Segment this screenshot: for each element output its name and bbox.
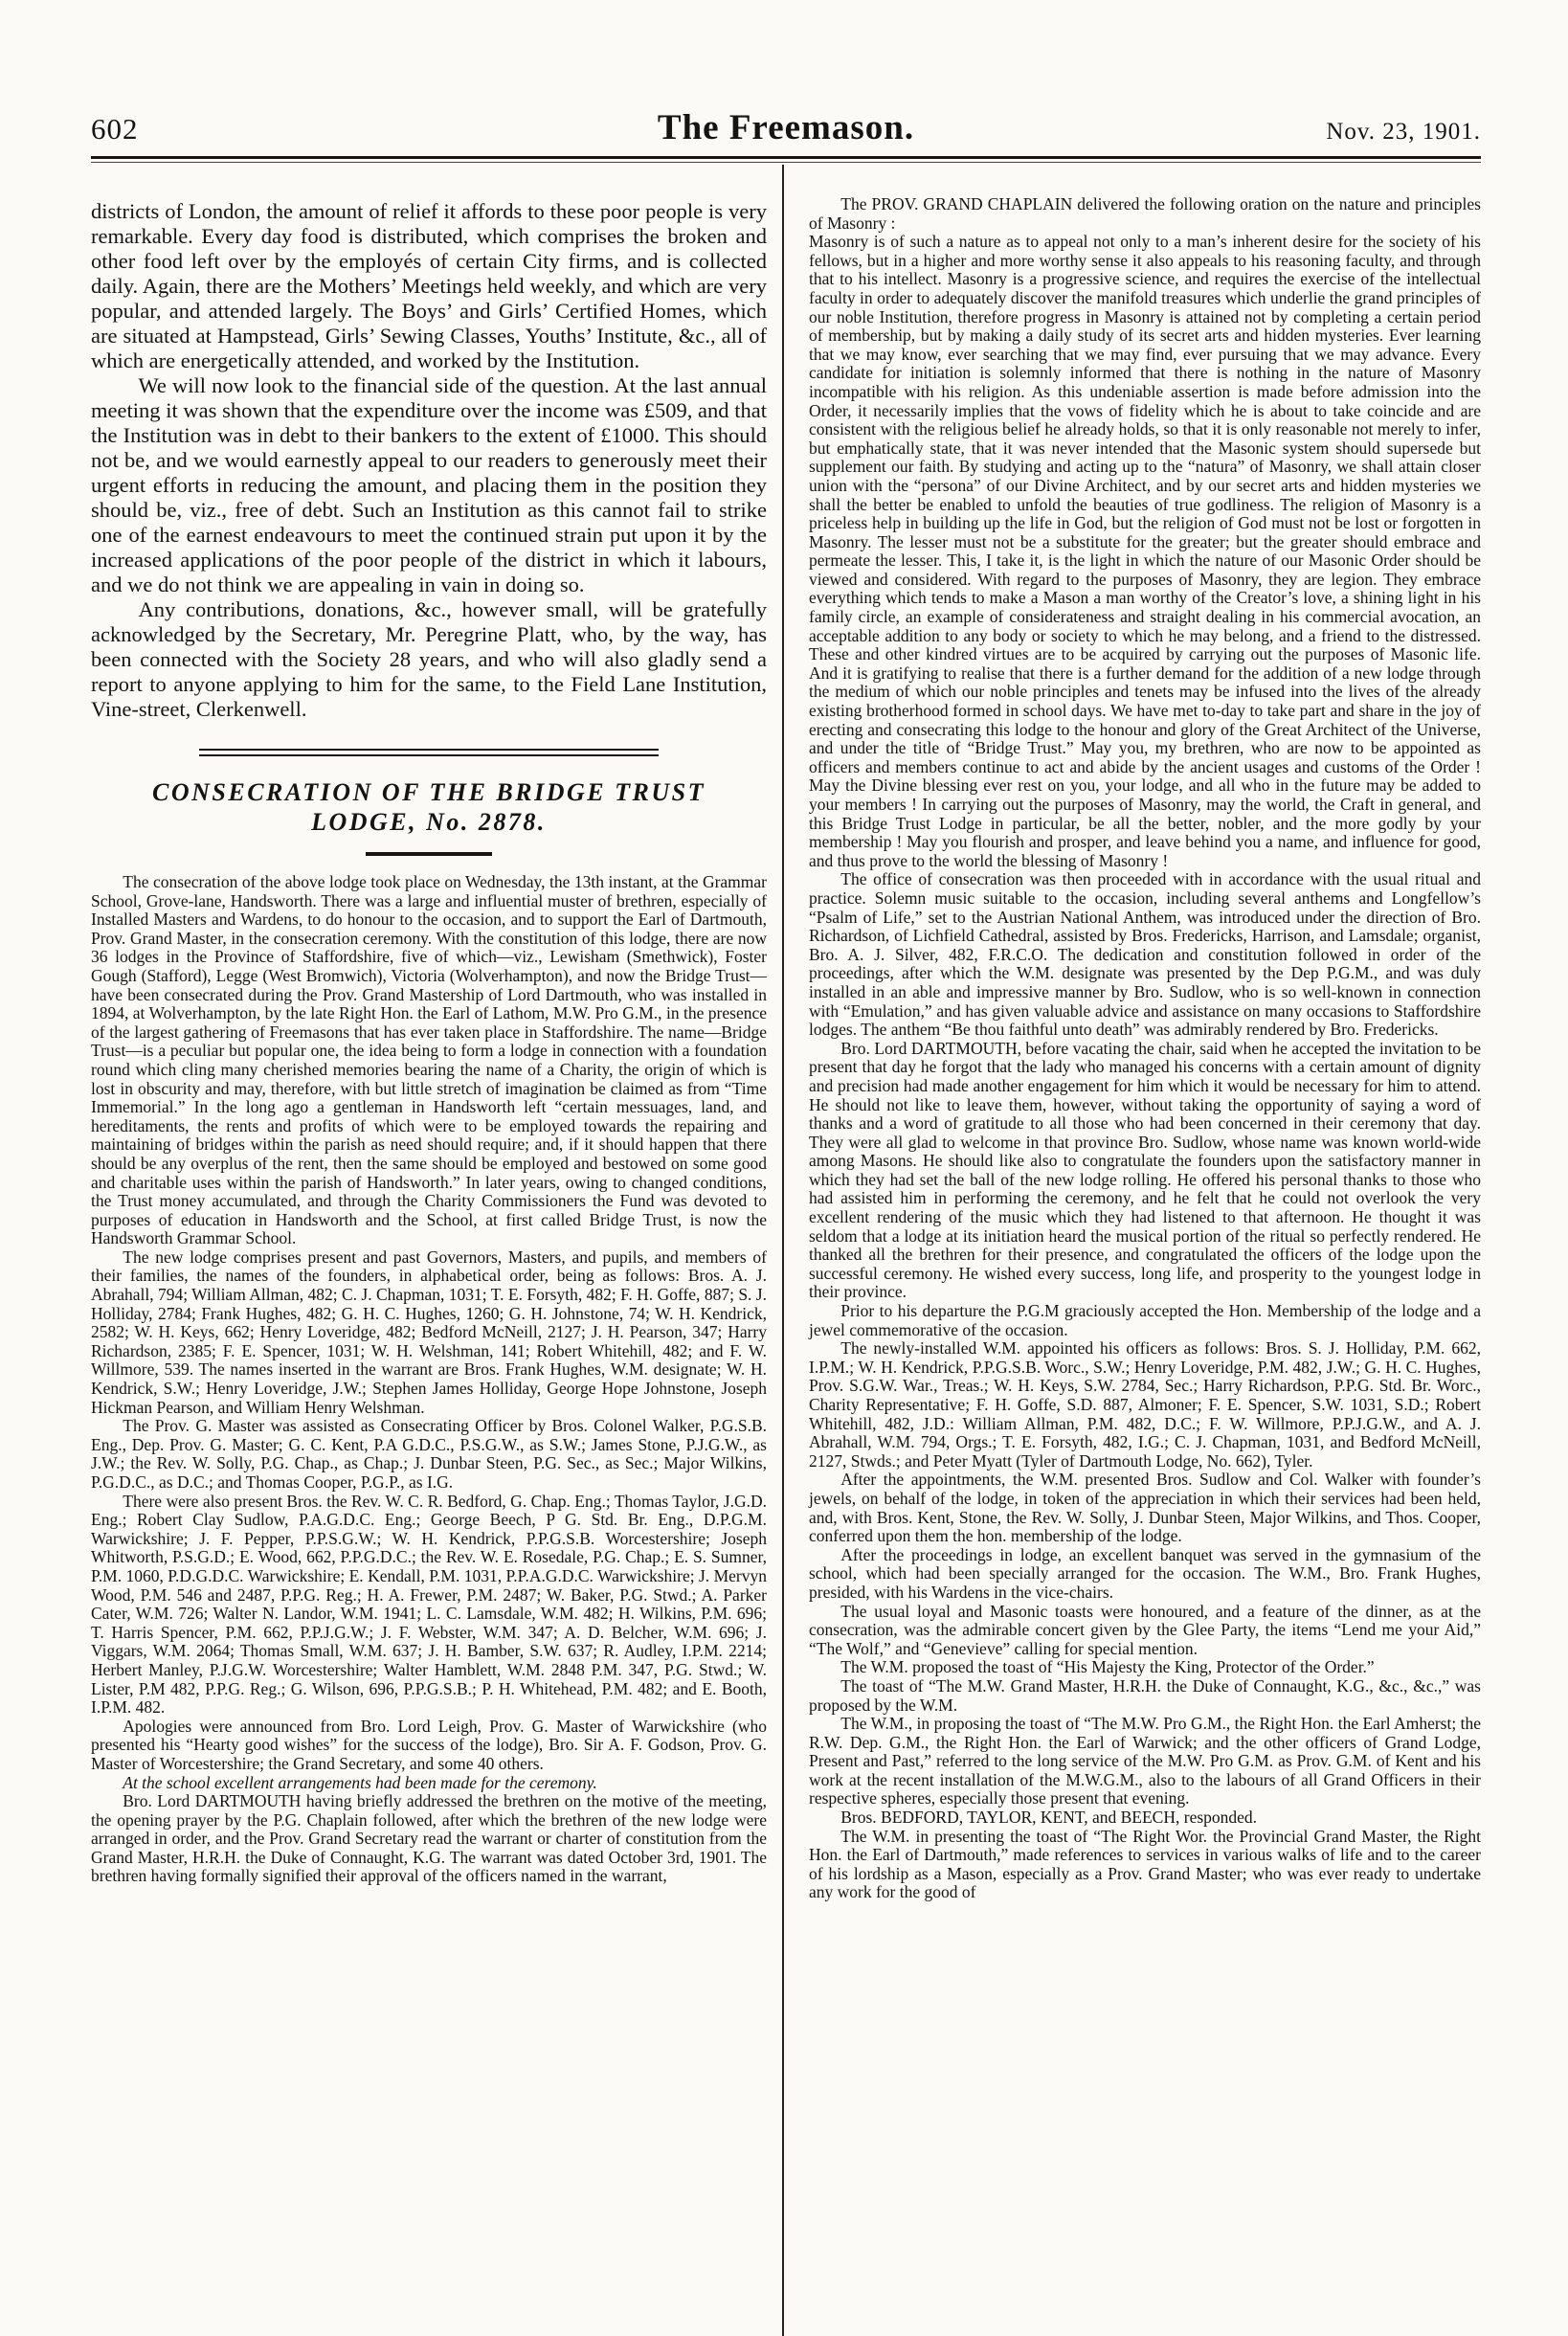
article-paragraph: Bro. Lord DARTMOUTH having briefly addressed the brethren on the motive of the meeting, the opening prayer by the P.G. Chaplain followed, after which the brethren of the new lodge were arranged in order, and the Prov. Grand Secretary read the warrant or charter of constitution from the Grand Master, H.R.H. the Duke of Connaught, K.G. The warrant was dated October 3rd, 1901. The brethren having formally signified their approval of the officers named in the warrant, bbox=[91, 1791, 767, 1886]
article-paragraph-italic: At the school excellent arrangements had been made for the ceremony. bbox=[123, 1772, 597, 1792]
article-paragraph: The office of consecration was then proceeded with in accordance with the usual ritual and practice. Solemn music suitable to the occasion, including several anthems and Longfellow’s “Psalm of Life,” set to the Austrian National Anthem, was introduced under the direction of Bro. Richardson, of Lichfield Cathedral, assisted by Bros. Fredericks, Harrison, and Lamsdale; organist, Bro. A. J. Silver, 482, F.R.C.O. The dedication and constitution followed in order of the proceedings, after which the W.M. designate was presented by the Dep P.G.M., and was duly installed in an able and impressive manner by Bro. Sudlow, who is so well-known in connection with “Emulation,” and has given valuable advice and assistance on many occasions to Staffordshire lodges. The anthem “Be thou faithful unto death” was admirably rendered by Bro. Fredericks. bbox=[809, 869, 1481, 1040]
article-heading-line1: CONSECRATION OF THE BRIDGE TRUST bbox=[152, 778, 706, 806]
page-number: 602 bbox=[91, 112, 139, 146]
article-paragraph: The toast of “The M.W. Grand Master, H.R.H. the Duke of Connaught, K.G., &c., &c.,” was proposed by the W.M. bbox=[809, 1675, 1481, 1715]
lead-paragraph: Any contributions, donations, &c., however small, will be gratefully acknowledged by the Secretary, Mr. Peregrine Platt, who, by the way, has been connected with the Society 28 years, and who will also gladly send a report to anyone applying to him for the same, to the Field Lane Institution, Vine-street, Clerkenwell. bbox=[91, 597, 767, 721]
article-paragraph: Bro. Lord DARTMOUTH, before vacating the chair, said when he accepted the invitation to be present that day he forgot that the lady who managed his concerns with a certain amount of dignity and precision had made another engagement for him which it would be necessary for him to attend. He should not like to leave them, however, without taking the opportunity of saying a word of thanks and a word of gratitude to all those who had been concerned in their ceremony that day. They were all glad to welcome in that province Bro. Sudlow, whose name was known world-wide among Masons. He should like also to congratulate the founders upon the satisfactory manner in which they had set the ball of the new lodge rolling. He offered his personal thanks to those who had assisted him in performing the ceremony, and he felt that he could not overlook the very excellent rendering of the music which they had listened to that afternoon. He thought it was seldom that a lodge at its initiation heard the musical portion of the ritual so perfectly rendered. He thanked all the brethren for their presence, and congratulated the officers of the lodge upon the successful ceremony. He wished every success, long life, and prosperity to the youngest lodge in their province. bbox=[809, 1038, 1481, 1302]
left-column bbox=[91, 165, 767, 2336]
masthead-rule bbox=[91, 156, 1481, 163]
section-divider-rule bbox=[199, 749, 659, 756]
lead-paragraph: We will now look to the financial side of the question. At the last annual meeting it was shown that the expenditure over the income was £509, and that the Institution was in debt to their bankers to the extent of £1000. This should not be, and we would earnestly appeal to our readers to generously meet their urgent efforts in reducing the amount, and placing them in the position they should be, viz., free of debt. Such an Institution as this cannot fail to strike one of the earnest endeavours to meet the continued strain put upon it by the increased applications of the poor people of the district in which it labours, and we do not think we are appealing in vain in doing so. bbox=[91, 373, 767, 596]
article-paragraph: The Prov. G. Master was assisted as Consecrating Officer by Bros. Colonel Walker, P.G.S.B. Eng., Dep. Prov. G. Master; G. C. Kent, P.A G.D.C., P.S.G.W., as S.W.; James Stone, P.J.G.W., as J.W.; the Rev. W. Solly, P.G. Chap., as Chap.; J. Dunbar Steen, P.G. Sec., as Sec.; Major Wilkins, P.G.D.C., as D.C.; and Thomas Cooper, P.G.P., as I.G. bbox=[91, 1416, 767, 1492]
lead-paragraph: districts of London, the amount of relief it affords to these poor people is very remarkable. Every day food is distributed, which comprises the broken and other food left over by the employés of certain City firms, and is collected daily. Again, there are the Mothers’ Meetings held weekly, and which are very popular, and attended largely. The Boys’ and Girls’ Certified Homes, which are situated at Hampstead, Girls’ Sewing Classes, Youths’ Institute, &c., all of which are energetically attended, and worked by the Institution. bbox=[91, 199, 767, 372]
article-heading bbox=[91, 777, 767, 837]
oration-intro-paragraph: The PROV. GRAND CHAPLAIN delivered the following oration on the nature and principles of Masonry : bbox=[809, 194, 1481, 233]
article-paragraph: Bros. BEDFORD, TAYLOR, KENT, and BEECH, responded. bbox=[840, 1808, 1258, 1828]
paper-title: The Freemason. bbox=[657, 108, 915, 147]
article-heading-line2: LODGE, No. 2878. bbox=[311, 808, 547, 836]
article-paragraph: After the proceedings in lodge, an excellent banquet was served in the gymnasium of the school, which had been specially arranged for the occasion. The W.M., Bro. Frank Hughes, presided, with his Wardens in the vice-chairs. bbox=[809, 1544, 1481, 1602]
article-paragraph: After the appointments, the W.M. presented Bros. Sudlow and Col. Walker with founder’s jewels, on behalf of the lodge, in token of the appreciation in which their services had been held, and, with Bros. Kent, Stone, the Rev. W. Solly, J. Dunbar Steen, Major Wilkins, and Thos. Cooper, conferred upon them the hon. membership of the lodge. bbox=[809, 1470, 1481, 1546]
right-column bbox=[809, 165, 1481, 2336]
issue-date: Nov. 23, 1901. bbox=[1326, 119, 1481, 145]
article-body bbox=[91, 873, 767, 1886]
article-paragraph: The W.M. proposed the toast of “His Majesty the King, Protector of the Order.” bbox=[840, 1657, 1375, 1677]
article-paragraph: The usual loyal and Masonic toasts were honoured, and a feature of the dinner, as at the consecration, was the admirable concert given by the Glee Party, the items “Lend me your Aid,” “The Wolf,” and “Genevieve” calling for special mention. bbox=[809, 1601, 1481, 1658]
oration-paragraph: Masonry is of such a nature as to appeal not only to a man’s inherent desire for the society of his fellows, but in a higher and more worthy sense it also appeals to his reasoning faculty, and through that to his intellect. Masonry is a progressive science, and requires the exercise of the intellectual faculty in order to adequately discover the manifold treasures which underlie the grand principles of our noble Institution, therefore progress in Masonry is attained not by completing a certain period of membership, but by making a daily study of its secret arts and hidden mysteries. Ever learning that we may know, ever searching that we may find, ever pursuing that we may advance. Every candidate for initiation is solemnly informed that there is nothing in the nature of Masonry incompatible with his religion. As this undeniable assertion is made before admission into the Order, it necessarily implies that the vows of fidelity which he is about to take coincide and are consistent with the religious belief he already holds, so that it is only reasonable not merely to infer, but emphatically state, that it was never intended that the Masonic system should supersede but supplement our faith. By studying and acting up to the “natura” of Masonry, we shall attain closer union with the “persona” of our Divine Architect, and by our secret arts and hidden mysteries we shall the better be enabled to unfold the beauties of true godliness. The religion of Masonry is a priceless help in building up the life in God, but the religion of God must not be lost or forgotten in Masonry. The lesser must not be a substitute for the greater; but the greater should embrace and permeate the lesser. This, I take it, is the light in which the nature of our Masonic Order should be viewed and considered. With regard to the purposes of Masonry, they are legion. They embrace everything which tends to make a Mason a man worthy of the Creator’s love, a shining light in his family circle, an example of considerateness and straight dealing in his commercial avocation, an acceptable addition to any body or society to which he may belong, and a friend to the distressed. These and other kindred virtues are to be acquired by carrying out the purposes of Masonic life. And it is gratifying to realise that there is a further demand for the addition of a new lodge through the medium of which our noble principles and tenets may be infused into the lives of the already existing brotherhood formed in school days. We have met to-day to take part and share in the joy of erecting and consecrating this lodge to the honour and glory of the Great Architect of the Universe, and under the title of “Bridge Trust.” May you, my brethren, who are now to be appointed as officers and members continue to act and abide by the ancient usages and customs of the Order ! May the Divine blessing ever rest on you, your lodge, and all who in the future may be added to your members ! In carrying out the purposes of Masonry, may the world, the Craft in general, and this Bridge Trust Lodge in particular, be all the better, nobler, and the more godly by your membership ! May you flourish and prosper, and leave behind you a name, and influence for good, and thus prove to the world the blessing of Masonry ! bbox=[809, 232, 1481, 870]
article-paragraph: The new lodge comprises present and past Governors, Masters, and pupils, and members of their families, the names of the founders, in alphabetical order, being as follows: Bros. A. J. Abrahall, 794; William Allman, 482; C. J. Chapman, 1031; T. E. Forsyth, 482; F. H. Goffe, 887; S. J. Holliday, 2784; Frank Hughes, 482; G. H. C. Hughes, 1260; G. H. Johnstone, 74; W. H. Kendrick, 2582; W. H. Keys, 662; Henry Loveridge, 482; Bedford McNeill, 2127; J. H. Pearson, 347; Harry Richardson, 2385; F. E. Spencer, 1031; W. H. Welshman, 141; Robert Whitehill, 482; and F. W. Willmore, 539. The names inserted in the warrant are Bros. Frank Hughes, W.M. designate; W. H. Kendrick, S.W.; Henry Loveridge, J.W.; Stephen James Holliday, George Hope Johnstone, Joseph Hickman Pearson, and William Henry Welshman. bbox=[91, 1247, 767, 1417]
article-paragraph: Prior to his departure the P.G.M graciously accepted the Hon. Membership of the lodge and a jewel commemorative of the occasion. bbox=[809, 1301, 1481, 1339]
page-columns bbox=[91, 165, 1481, 2336]
article-paragraph: The W.M. in presenting the toast of “The Right Wor. the Provincial Grand Master, the Right Hon. the Earl of Dartmouth,” made references to services in various walks of life and to the career of his lordship as a Mason, especially as a Prov. Grand Master; who was ever ready to undertake any work for the good of bbox=[809, 1826, 1481, 1902]
column-divider-rule bbox=[782, 165, 784, 2336]
heading-end-rule bbox=[366, 852, 492, 856]
article-paragraph: The consecration of the above lodge took place on Wednesday, the 13th instant, at the Grammar School, Grove-lane, Handsworth. There was a large and influential muster of brethren, especially of Installed Masters and Wardens, to do honour to the occasion, and to support the Earl of Dartmouth, Prov. Grand Master, in the consecration ceremony. With the constitution of this lodge, there are now 36 lodges in the Province of Staffordshire, five of which—viz., Lewisham (Smethwick), Foster Gough (Stafford), Legge (West Bromwich), Victoria (Wolverhampton), and now the Bridge Trust—have been consecrated during the Prov. Grand Mastership of Lord Dartmouth, who was installed in 1894, at Wolverhampton, by the late Right Hon. the Earl of Lathom, M.W. Pro G.M., in the presence of the largest gathering of Freemasons that has ever taken place in Staffordshire. The name—Bridge Trust—is a peculiar but popular one, the idea being to form a lodge in connection with a foundation round which cling many cherished memories bearing the name of a Charity, the origin of which is lost in obscurity and may, therefore, with but little stretch of imagination be claimed as from “Time Immemorial.” In the long ago a gentleman in Handsworth left “certain messuages, land, and hereditaments, the rents and profits of which were to be employed towards the repairing and maintaining of bridges within the parish as need should require; and, if it should happen that there should be any overplus of the rent, then the same should be employed and bestowed on some good and charitable uses within the parish of Handsworth.” In later years, owing to changed conditions, the Trust money accumulated, and through the Charity Commissioners the Fund was devoted to purposes of education in Handsworth and the School, at first called Bridge Trust, is now the Handsworth Grammar School. bbox=[91, 872, 767, 1248]
article-paragraph: The W.M., in proposing the toast of “The M.W. Pro G.M., the Right Hon. the Earl Amherst; the R.W. Dep. G.M., the Right Hon. the Earl of Warwick; and the other officers of Grand Lodge, Present and Past,” referred to the long service of the M.W. Pro G.M. as Prov. G.M. of Kent and his work at the recent installation of the M.W.G.M., also to the labours of all Grand Officers in their respective spheres, especially those present that evening. bbox=[809, 1714, 1481, 1808]
article-paragraph: Apologies were announced from Bro. Lord Leigh, Prov. G. Master of Warwickshire (who presented his “Hearty good wishes” for the success of the lodge), Bro. Sir A. F. Godson, Prov. G. Master of Worcestershire; the Grand Secretary, and some 40 others. bbox=[91, 1716, 767, 1773]
article-paragraph: There were also present Bros. the Rev. W. C. R. Bedford, G. Chap. Eng.; Thomas Taylor, J.G.D. Eng.; Robert Clay Sudlow, P.A.G.D.C. Eng.; George Beech, P G. Std. Br. Eng., D.P.G.M. Warwickshire; J. F. Pepper, P.P.S.G.W.; W. H. Kendrick, P.P.G.S.B. Worcestershire; Joseph Whitworth, P.S.G.D.; E. Wood, 662, P.P.G.D.C.; the Rev. W. E. Rosedale, P.G. Chap.; E. S. Sumner, P.M. 1060, P.D.G.D.C. Warwickshire; E. Kendall, P.M. 1031, P.P.A.G.D.C. Warwickshire; J. Mervyn Wood, P.M. 546 and 2487, P.P.G. Reg.; H. A. Frewer, P.M. 2487; W. Baker, P.G. Stwd.; A. Parker Cater, W.M. 726; Walter N. Landor, W.M. 1941; L. C. Lamsdale, W.M. 482; H. Wilkins, P.M. 696; T. Harris Spencer, P.M. 662, P.P.J.G.W.; J. F. Webster, W.M. 347; A. D. Belcher, W.M. 696; J. Viggars, W.M. 2064; Thomas Small, W.M. 637; J. H. Bamber, S.W. 637; R. Audley, I.P.M. 2214; Herbert Manley, P.J.G.W. Worcestershire; Walter Hamblett, W.M. 2848 P.M. 347, P.G. Stwd.; W. Lister, P.M 482, P.P.G. Reg.; G. Wilson, 696, P.P.G.S.B.; P. H. Whitehead, P.M. 482; and E. Booth, I.P.M. 482. bbox=[91, 1491, 767, 1718]
article-paragraph: The newly-installed W.M. appointed his officers as follows: Bros. S. J. Holliday, P.M. 662, I.P.M.; W. H. Kendrick, P.P.G.S.B. Worc., S.W.; Henry Loveridge, P.M. 482, J.W.; G. H. C. Hughes, Prov. S.G.W. War., Treas.; W. H. Keys, S.W. 2784, Sec.; Harry Richardson, P.P.G. Std. Br. Worc., Charity Representative; F. H. Goffe, S.D. 887, Almoner; F. E. Spencer, S.W. 1031, S.D.; Robert Whitehill, 482, J.D.: William Allman, P.M. 482, D.C.; F. W. Willmore, P.P.J.G.W., and A. J. Abrahall, W.M. 794, Orgs.; T. E. Forsyth, 482, I.G.; C. J. Chapman, 1031, and Bedford McNeill, 2127, Stwds.; and Peter Myatt (Tyler of Dartmouth Lodge, No. 662), Tyler. bbox=[809, 1338, 1481, 1471]
masthead bbox=[91, 107, 1481, 148]
